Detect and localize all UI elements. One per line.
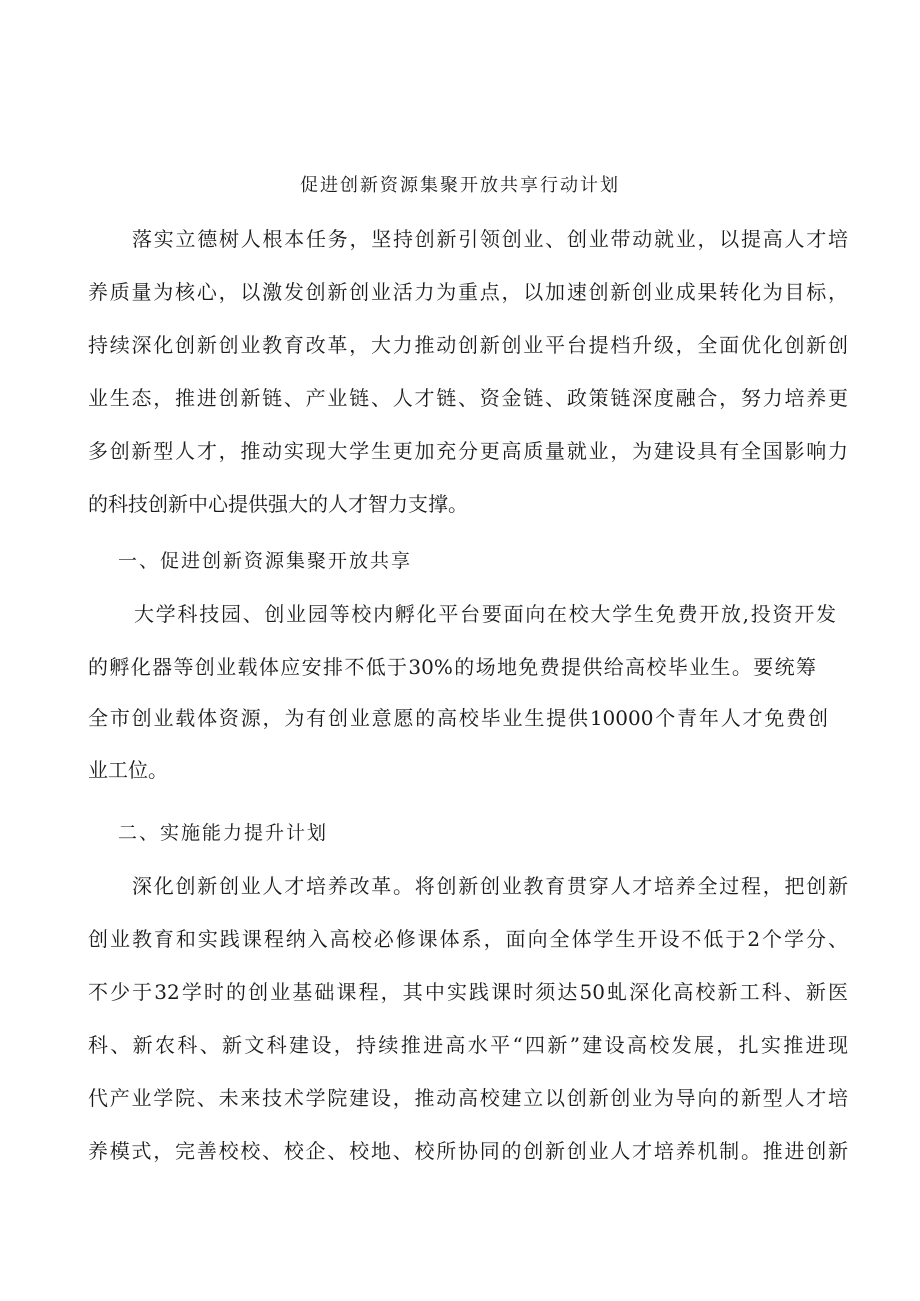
section-2-line-3: 不少于32学时的创业基础课程，其中实践课时须达50虬深化高校新工科、新医 <box>88 980 848 1004</box>
intro-line-4: 业生态，推进创新链、产业链、人才链、资金链、政策链深度融合，努力培养更 <box>88 386 848 410</box>
section-2-line-1: 深化创新创业人才培养改革。将创新创业教育贯穿人才培养全过程，把创新 <box>132 874 848 898</box>
intro-line-5: 多创新型人才，推动实现大学生更加充分更高质量就业，为建设具有全国影响力 <box>88 439 848 463</box>
intro-line-2: 养质量为核心，以激发创新创业活力为重点，以加速创新创业成果转化为目标， <box>88 280 848 304</box>
section-1-line-4: 业工位。 <box>88 758 168 782</box>
section-1-line-3: 全市创业载体资源，为有创业意愿的高校毕业生提供10000个青年人才免费创 <box>88 706 828 730</box>
section-2-line-5: 代产业学院、未来技术学院建设，推动高校建立以创新创业为导向的新型人才培 <box>88 1086 848 1110</box>
intro-line-1: 落实立德树人根本任务，坚持创新引领创业、创业带动就业，以提高人才培 <box>132 227 848 251</box>
document-title: 促进创新资源集聚开放共享行动计划 <box>300 175 620 196</box>
section-2-line-4: 科、新农科、新文科建设，持续推进高水平“四新”建设高校发展，扎实推进现 <box>88 1033 848 1057</box>
section-1-line-2: 的孵化器等创业载体应安排不低于30%的场地免费提供给高校毕业生。要统筹 <box>88 655 816 679</box>
section-1-line-1: 大学科技园、创业园等校内孵化平台要面向在校大学生免费开放,投资开发 <box>134 602 836 626</box>
section-2-line-2: 创业教育和实践课程纳入高校必修课体系，面向全体学生开设不低于2个学分、 <box>88 927 848 951</box>
section-2-heading: 二、实施能力提升计划 <box>118 822 329 844</box>
intro-line-3: 持续深化创新创业教育改革，大力推动创新创业平台提档升级，全面优化创新创 <box>88 333 848 357</box>
section-2-line-6: 养模式，完善校校、校企、校地、校所协同的创新创业人才培养机制。推进创新 <box>88 1139 848 1163</box>
section-1-heading: 一、促进创新资源集聚开放共享 <box>118 550 413 572</box>
intro-line-6: 的科技创新中心提供强大的人才智力支撑。 <box>88 492 468 516</box>
